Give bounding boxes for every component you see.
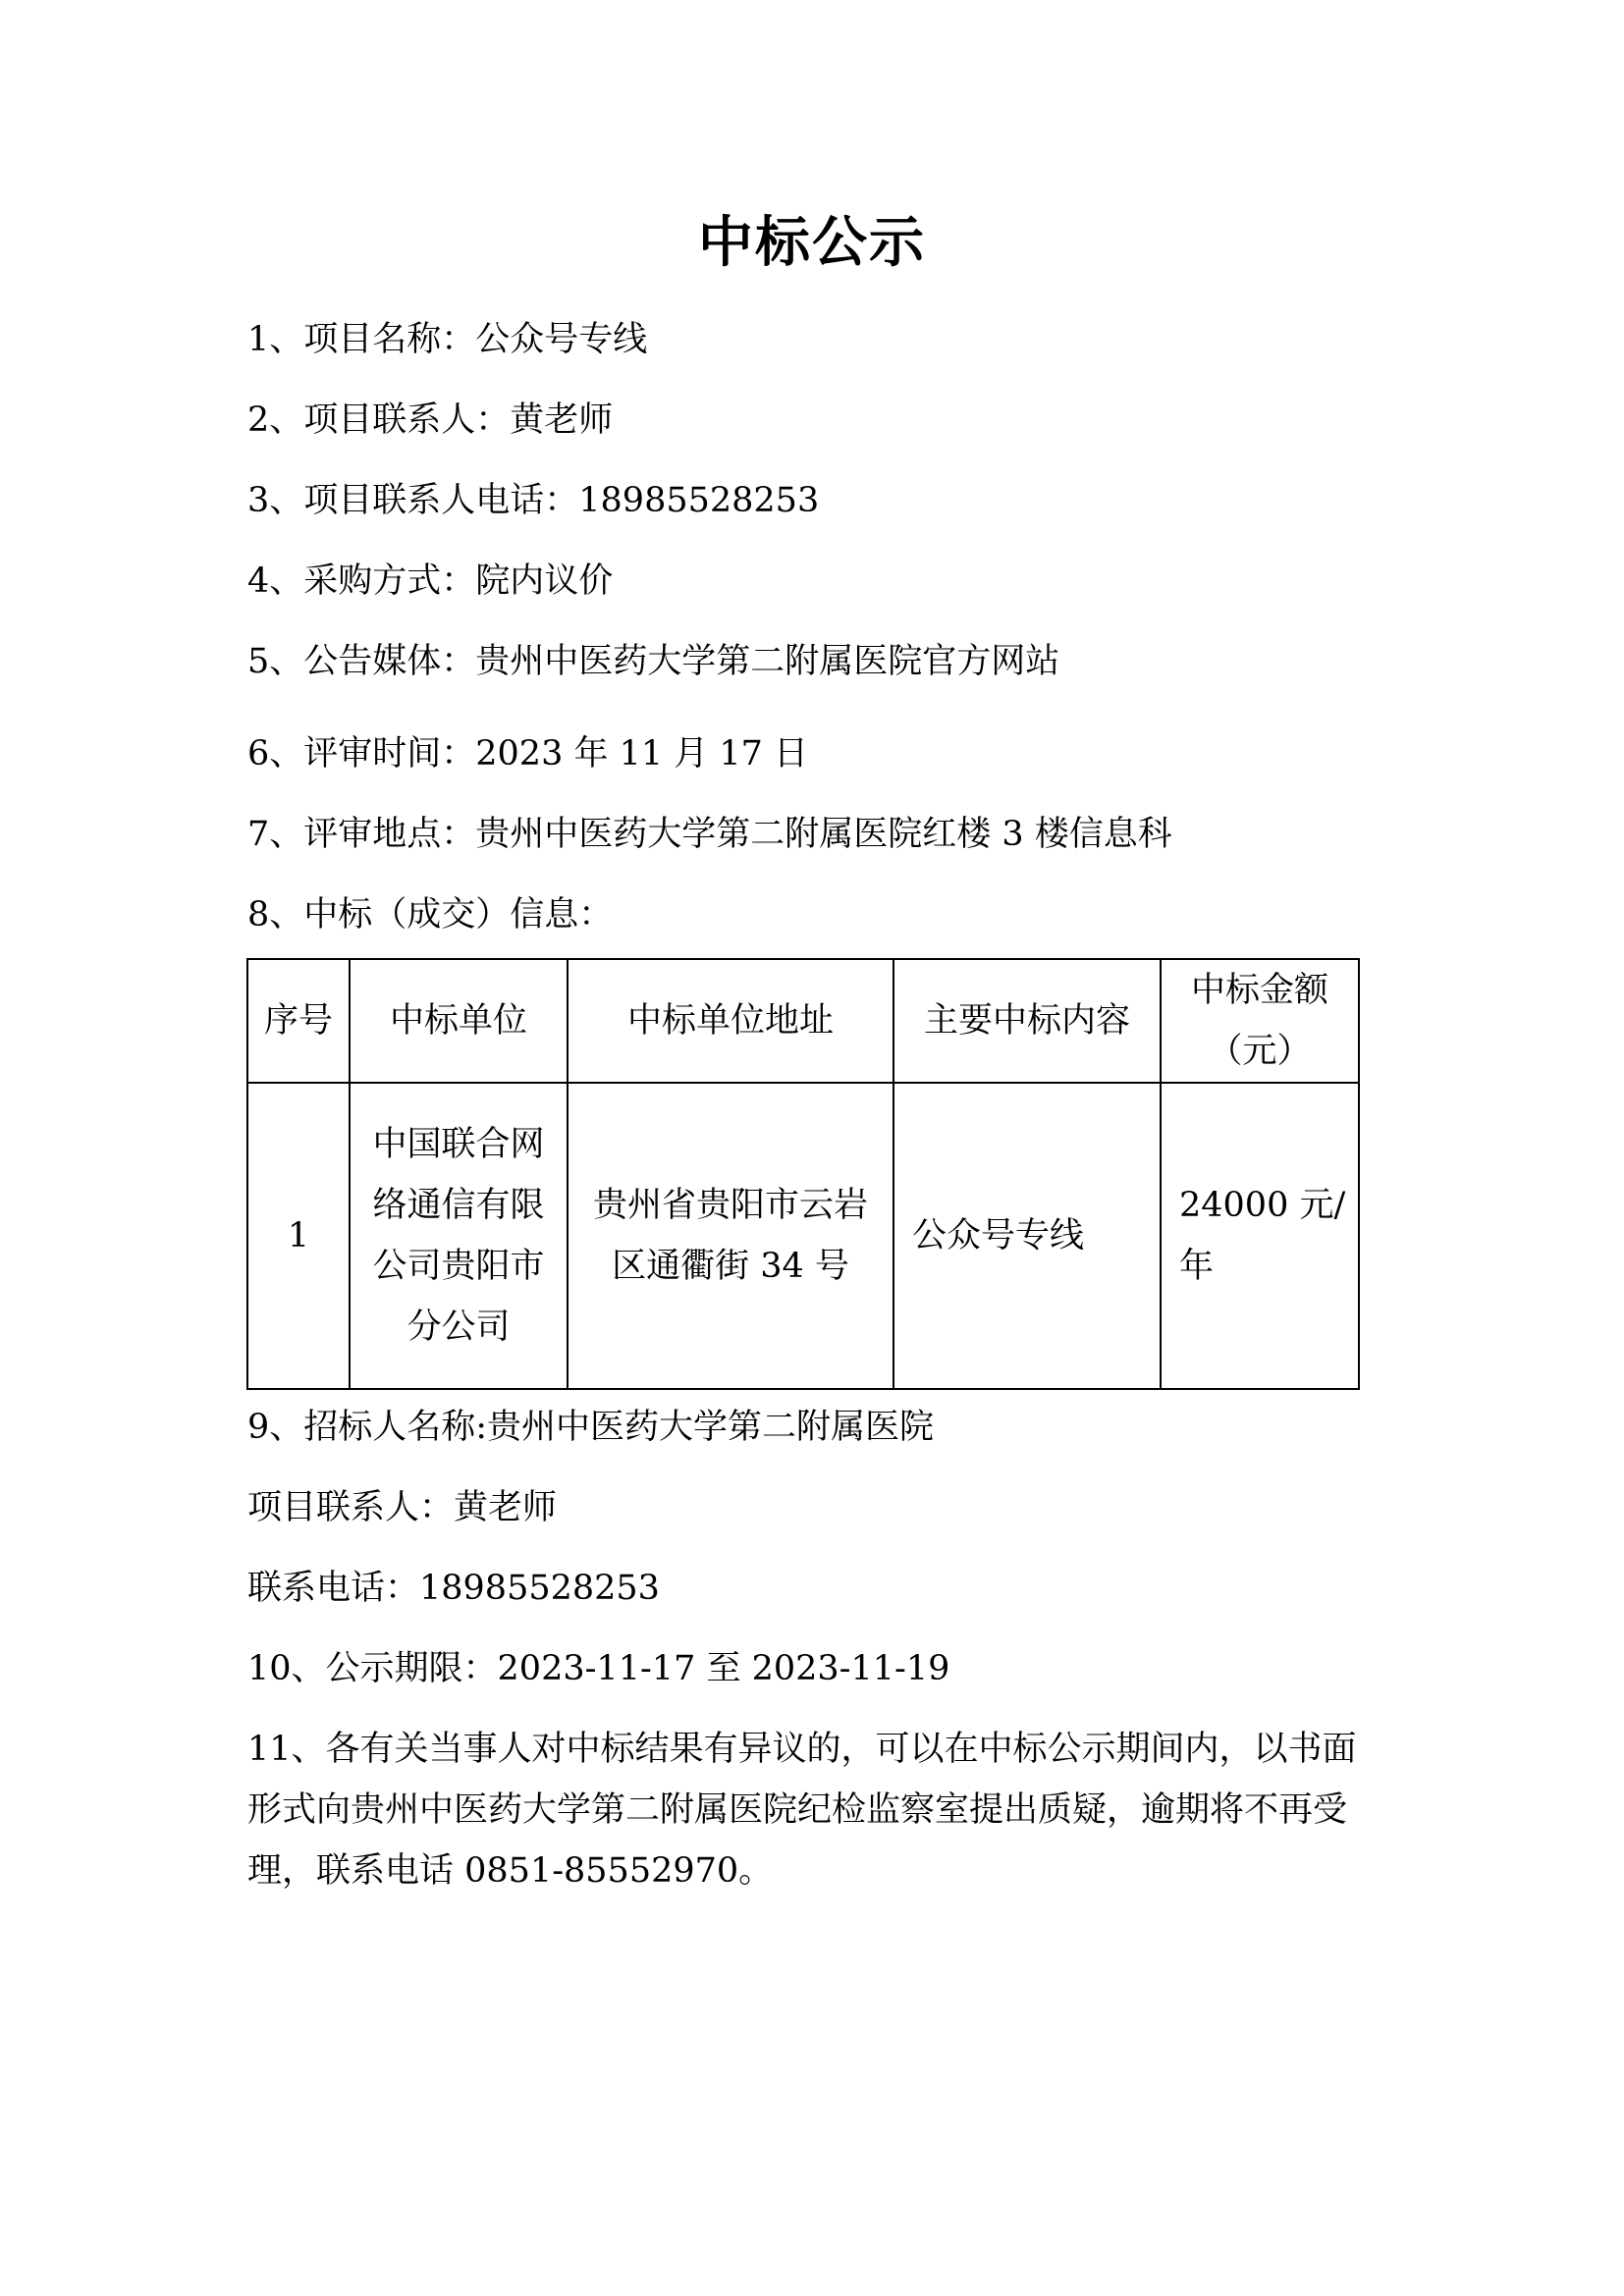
header-address: 中标单位地址	[568, 959, 893, 1083]
page-title: 中标公示	[698, 211, 926, 275]
tenderer-phone: 联系电话：18985528253	[247, 1569, 660, 1608]
item-tenderer-name: 9、招标人名称:贵州中医药大学第二附属医院	[247, 1408, 935, 1447]
item-procurement-method: 4、采购方式：院内议价	[247, 561, 614, 601]
item-contact-phone: 3、项目联系人电话：18985528253	[247, 481, 820, 520]
item-objection-notice: 11、各有关当事人对中标结果有异议的，可以在中标公示期间内，以书面形式向贵州中医药大学第二附属医院纪检监察室提出质疑，逾期将不再受理，联系电话 0851-85552970。	[247, 1730, 1357, 1891]
table-header-row	[247, 959, 1359, 1083]
item-publicity-period: 10、公示期限：2023-11-17 至 2023-11-19	[247, 1649, 950, 1688]
cell-no: 1	[247, 1083, 350, 1389]
header-amount: 中标金额（元）	[1161, 959, 1359, 1083]
header-content: 主要中标内容	[893, 959, 1161, 1083]
item-review-time: 6、评审时间：2023 年 11 月 17 日	[247, 734, 809, 774]
header-no: 序号	[247, 959, 350, 1083]
cell-address: 贵州省贵阳市云岩区通衢街 34 号	[568, 1083, 893, 1389]
table-row	[247, 1083, 1359, 1389]
item-announcement-media: 5、公告媒体：贵州中医药大学第二附属医院官方网站	[247, 642, 1060, 681]
header-company: 中标单位	[350, 959, 568, 1083]
item-award-info: 8、中标（成交）信息：	[247, 895, 614, 934]
cell-amount: 24000 元/年	[1161, 1083, 1359, 1389]
item-project-contact: 2、项目联系人：黄老师	[247, 400, 614, 440]
cell-company: 中国联合网络通信有限公司贵阳市分公司	[350, 1083, 568, 1389]
tenderer-contact: 项目联系人：黄老师	[247, 1488, 558, 1527]
item-project-name: 1、项目名称：公众号专线	[247, 320, 648, 359]
award-table	[246, 958, 1360, 1390]
cell-content: 公众号专线	[893, 1083, 1161, 1389]
item-review-place: 7、评审地点：贵州中医药大学第二附属医院红楼 3 楼信息科	[247, 815, 1172, 854]
